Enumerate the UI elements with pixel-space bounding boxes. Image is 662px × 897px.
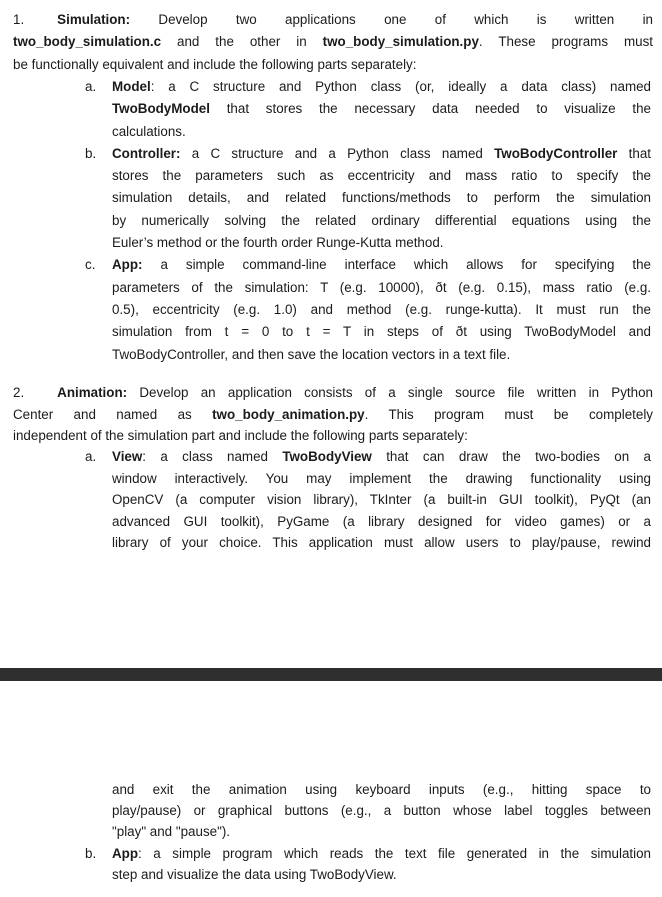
section-1-paragraph bbox=[13, 9, 653, 76]
text-line: stores the parameters such as eccentricity and mass ratio to specify the bbox=[112, 168, 651, 184]
text-line: simulation from t = 0 to t = T in steps of ðt using TwoBodyModel and bbox=[112, 324, 651, 340]
text-line: step and visualize the data using TwoBodyView. bbox=[112, 867, 397, 882]
text-line: Controller: a C structure and a Python class named TwoBodyController that bbox=[112, 145, 651, 161]
list-marker: b. bbox=[85, 846, 97, 861]
text-line: simulation details, and related functions/methods to perform the simulation bbox=[112, 190, 651, 206]
text-line: App: a simple program which reads the text file generated in the simulation bbox=[112, 846, 651, 861]
text-line: advanced GUI toolkit), PyGame (a library designed for video games) or a bbox=[112, 513, 651, 529]
text-line: parameters of the simulation: T (e.g. 10000), ðt (e.g. 0.15), mass ratio (e.g. bbox=[112, 279, 651, 295]
list-marker: a. bbox=[85, 79, 97, 94]
text-line: View: a class named TwoBodyView that can draw the two-bodies on a bbox=[112, 449, 651, 464]
text-line: be functionally equivalent and include the following parts separately: bbox=[13, 56, 417, 72]
text-line: calculations. bbox=[112, 123, 186, 139]
text-line: App: a simple command-line interface which allows for specifying the bbox=[112, 257, 651, 273]
text-line: window interactively. You may implement the drawing functionality using bbox=[112, 470, 651, 486]
list-marker: b. bbox=[85, 145, 97, 161]
section-1-item-list bbox=[85, 76, 651, 366]
text-line: 0.5), eccentricity (e.g. 1.0) and method (e.g. runge-kutta). It must run the bbox=[112, 301, 651, 317]
section-2-item-list bbox=[85, 446, 651, 554]
list-item-a-model bbox=[85, 76, 651, 143]
page-2-content bbox=[85, 779, 651, 885]
text-line: library of your choice. This application must allow users to play/pause, rewind bbox=[112, 535, 651, 550]
list-item-b-app bbox=[85, 843, 651, 885]
text-line: independent of the simulation part and include the following parts separately: bbox=[13, 428, 468, 443]
text-line: TwoBodyController, and then save the location vectors in a text file. bbox=[112, 346, 511, 362]
text-line: by numerically solving the related ordinary differential equations using the bbox=[112, 212, 651, 228]
item-a-continuation bbox=[112, 779, 651, 842]
text-line: OpenCV (a computer vision library), TkInter (a built-in GUI toolkit), PyQt (an bbox=[112, 492, 651, 507]
text-line: two_body_simulation.c and the other in two_body_simulation.py. These programs must bbox=[13, 34, 653, 50]
text-line: 2. Animation: Develop an application consists of a single source file written in Python bbox=[13, 385, 653, 400]
text-line: Euler’s method or the fourth order Runge-Kutta method. bbox=[112, 235, 444, 251]
text-line: and exit the animation using keyboard inputs (e.g., hitting space to bbox=[112, 782, 651, 797]
list-item-a-view bbox=[85, 446, 651, 554]
section-2-paragraph bbox=[13, 382, 653, 447]
text-line: "play" and "pause"). bbox=[112, 824, 231, 839]
list-item-c-app bbox=[85, 254, 651, 365]
text-line: 1. Simulation: Develop two applications one of which is written in bbox=[13, 12, 653, 27]
list-marker: c. bbox=[85, 257, 96, 273]
page-break-divider bbox=[0, 668, 662, 681]
text-line: Center and named as two_body_animation.py. This program must be completely bbox=[13, 406, 653, 422]
list-marker: a. bbox=[85, 449, 97, 464]
text-line: TwoBodyModel that stores the necessary data needed to visualize the bbox=[112, 101, 651, 117]
text-line: play/pause) or graphical buttons (e.g., a button whose label toggles between bbox=[112, 803, 651, 818]
text-line: Model: a C structure and Python class (or, ideally a data class) named bbox=[112, 79, 651, 94]
list-item-b-controller bbox=[85, 143, 651, 254]
